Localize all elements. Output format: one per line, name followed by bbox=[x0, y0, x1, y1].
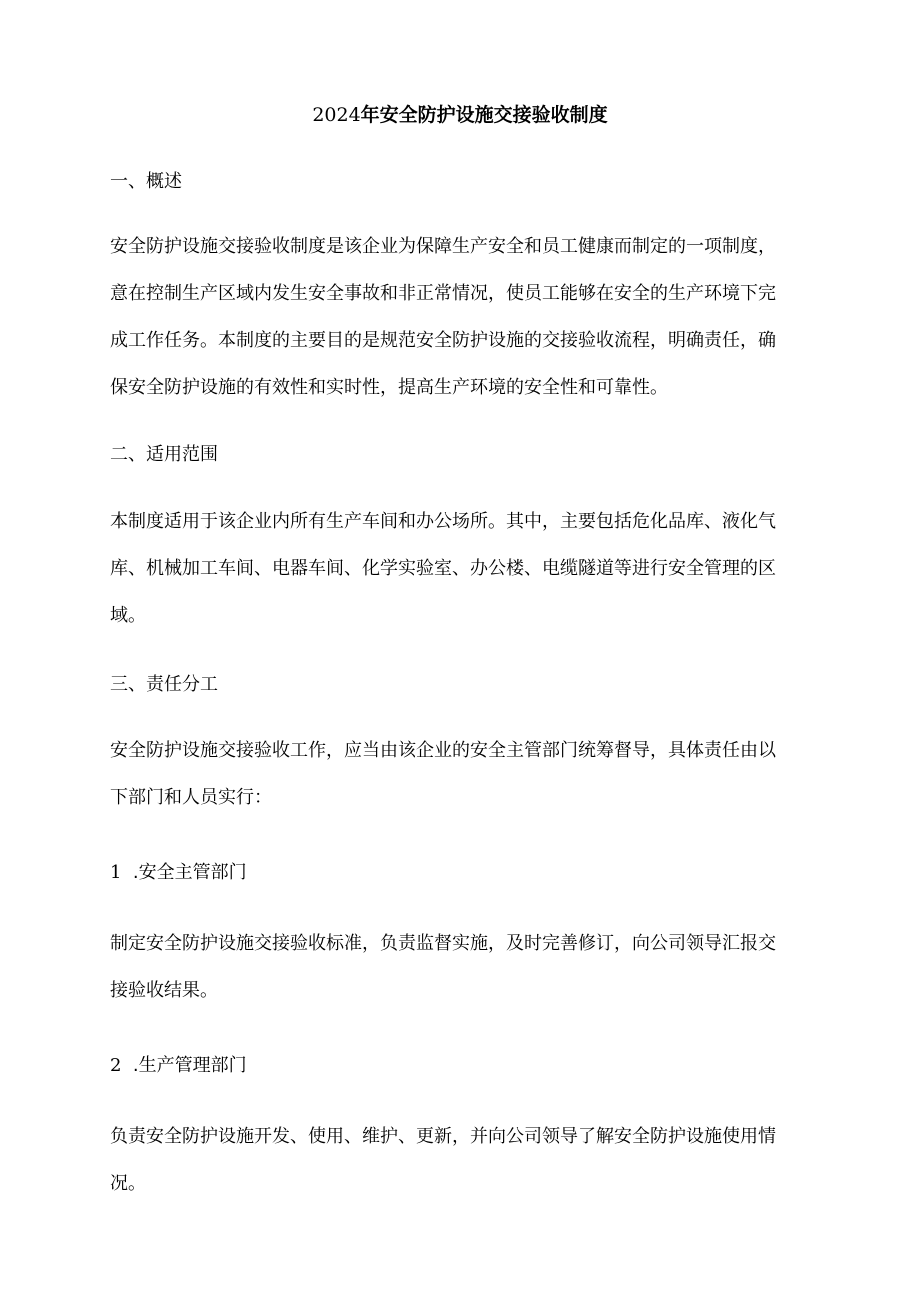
item-number: 1 bbox=[110, 862, 122, 883]
paragraph-overview bbox=[110, 223, 810, 411]
paragraph-line: 意在控制生产区域内发生安全事故和非正常情况，使员工能够在安全的生产环境下完 bbox=[110, 283, 776, 304]
title-year: 2024 bbox=[312, 104, 361, 126]
paragraph-line: 安全防护设施交接验收工作，应当由该企业的安全主管部门统筹督导，具体责任由以 bbox=[110, 740, 776, 761]
title-text: 年安全防护设施交接验收制度 bbox=[360, 104, 608, 126]
paragraph-line: 库、机械加工车间、电器车间、化学实验室、办公楼、电缆隧道等进行安全管理的区 bbox=[110, 558, 776, 579]
paragraph-line: 保安全防护设施的有效性和实时性，提高生产环境的安全性和可靠性。 bbox=[110, 377, 668, 398]
document-title bbox=[0, 100, 920, 130]
paragraph-line: 成工作任务。本制度的主要目的是规范安全防护设施的交接验收流程，明确责任，确 bbox=[110, 330, 776, 351]
paragraph-line: 负责安全防护设施开发、使用、维护、更新，并向公司领导了解安全防护设施使用情 bbox=[110, 1126, 776, 1147]
section-heading-overview: 一、概述 bbox=[110, 171, 182, 192]
paragraph-line: 下部门和人员实行： bbox=[110, 787, 272, 808]
paragraph-responsibility bbox=[110, 727, 810, 821]
paragraph-line: 安全防护设施交接验收制度是该企业为保障生产安全和员工健康而制定的一项制度， bbox=[110, 236, 776, 257]
section-heading-responsibility: 三、责任分工 bbox=[110, 674, 218, 695]
item-number: 2 bbox=[110, 1055, 122, 1076]
paragraph-line: 本制度适用于该企业内所有生产车间和办公场所。其中，主要包括危化品库、液化气 bbox=[110, 511, 776, 532]
item-label: .安全主管部门 bbox=[132, 862, 247, 883]
paragraph-line: 域。 bbox=[110, 605, 146, 626]
paragraph-scope bbox=[110, 498, 810, 639]
paragraph-line: 况。 bbox=[110, 1173, 146, 1194]
paragraph-line: 制定安全防护设施交接验收标准，负责监督实施，及时完善修订，向公司领导汇报交 bbox=[110, 933, 776, 954]
item-heading-production-dept bbox=[110, 1051, 810, 1081]
paragraph-production-dept bbox=[110, 1113, 810, 1207]
item-heading-safety-dept bbox=[110, 858, 810, 888]
paragraph-line: 接验收结果。 bbox=[110, 980, 218, 1001]
section-heading-scope: 二、适用范围 bbox=[110, 444, 218, 465]
item-label: .生产管理部门 bbox=[132, 1055, 247, 1076]
paragraph-safety-dept bbox=[110, 920, 810, 1014]
